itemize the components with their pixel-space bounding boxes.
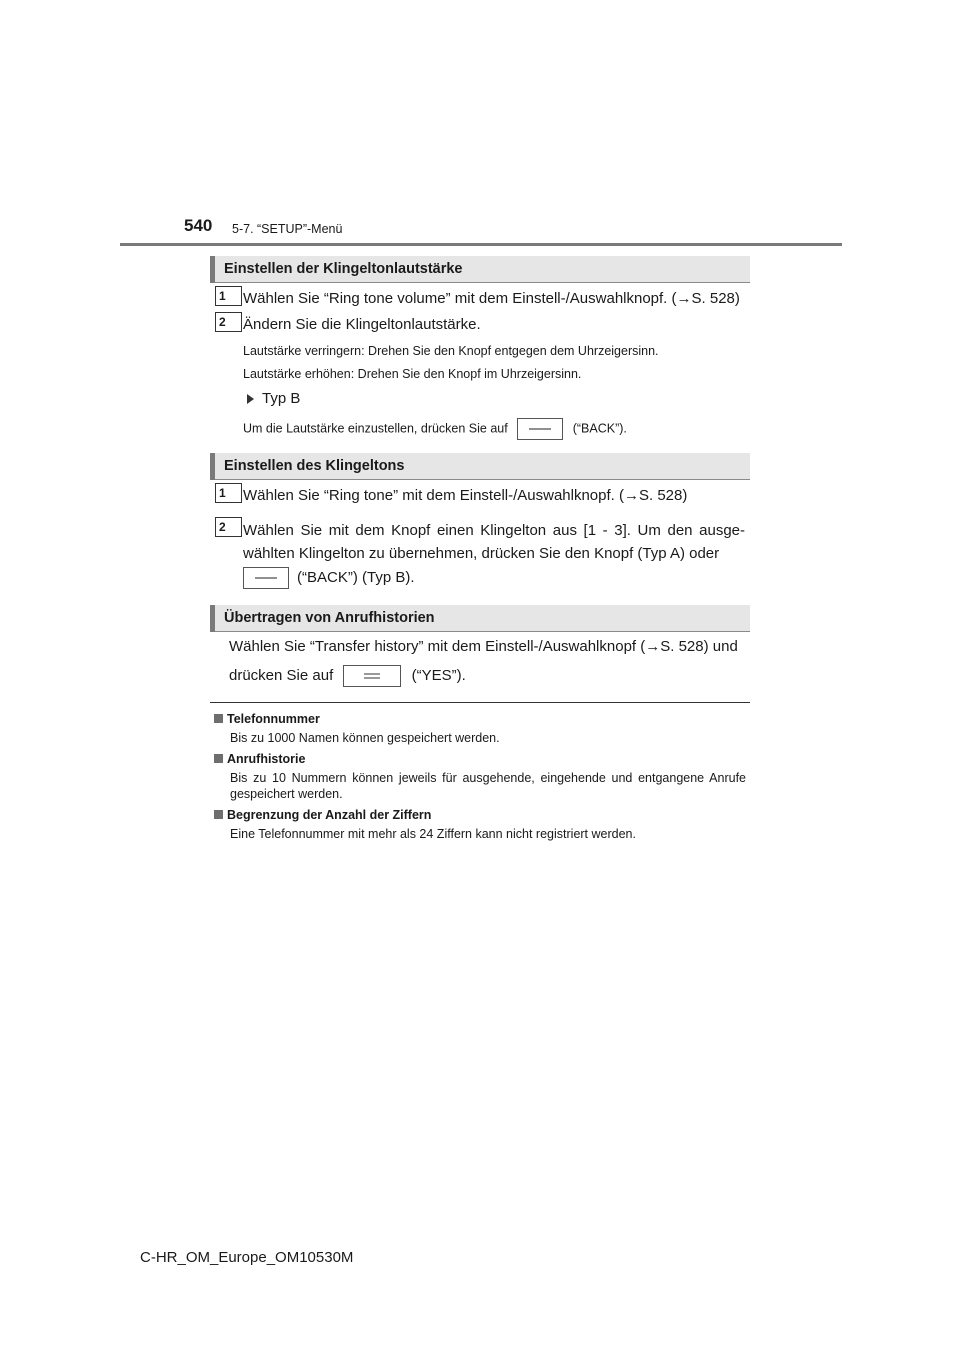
step-continuation	[243, 567, 415, 589]
note-item	[214, 712, 746, 746]
step-badge: 2	[215, 517, 242, 537]
instruction-text: drücken Sie auf	[229, 666, 334, 684]
document-id: C-HR_OM_Europe_OM10530M	[140, 1249, 354, 1266]
detail-text: Lautstärke erhöhen: Drehen Sie den Knopf im Uhrzeigersinn.	[243, 367, 582, 381]
step-text: Wählen Sie “Ring tone” mit dem Einstell-/Auswahlknopf. (→S. 528)	[243, 487, 688, 504]
detail-text: Lautstärke verringern: Drehen Sie den Knopf entgegen dem Uhrzeigersinn.	[243, 344, 659, 358]
section-header-call-history	[210, 605, 750, 632]
section-title: Einstellen des Klingeltons	[224, 458, 405, 474]
type-b-line	[247, 389, 300, 409]
back-button-icon	[243, 567, 289, 589]
note-item	[214, 808, 746, 842]
type-b-instruction	[243, 418, 763, 440]
transfer-text: Wählen Sie “Transfer history” mit dem Einstell-/Auswahlknopf (→S. 528) und	[229, 638, 738, 655]
note-title: Anrufhistorie	[214, 752, 746, 766]
instruction-text: (“BACK”).	[572, 421, 627, 436]
note-item	[214, 752, 746, 802]
step-badge: 1	[215, 286, 242, 306]
header-rule	[120, 243, 842, 246]
yes-button-icon	[343, 665, 401, 687]
type-label: Typ B	[262, 390, 301, 407]
step-badge: 1	[215, 483, 242, 503]
step-badge: 2	[215, 312, 242, 332]
square-bullet-icon	[214, 810, 223, 819]
section-header-bar	[210, 256, 215, 283]
step-text: Ändern Sie die Klingeltonlautstärke.	[243, 316, 481, 333]
note-text: Bis zu 1000 Namen können gespeichert werden.	[230, 731, 500, 745]
instruction-text: Um die Lautstärke einzustellen, drücken Sie auf	[243, 421, 508, 436]
transfer-text-line2	[229, 665, 466, 687]
note-title: Begrenzung der Anzahl der Ziffern	[214, 808, 746, 822]
page-number: 540	[184, 216, 213, 235]
section-header-bar	[210, 605, 215, 632]
step-text: (“BACK”) (Typ B).	[297, 568, 415, 586]
note-text: Bis zu 10 Nummern können jeweils für ausgehende, eingehende und entgangene Anrufe gespeichert werden.	[230, 771, 746, 801]
section-separator	[210, 702, 750, 703]
instruction-text: (“YES”).	[411, 666, 466, 684]
square-bullet-icon	[214, 754, 223, 763]
section-title: Einstellen der Klingeltonlautstärke	[224, 261, 463, 277]
section-header-ringtone	[210, 453, 750, 480]
step-text: Wählen Sie mit dem Knopf einen Klingelton aus [1 - 3]. Um den ausge-wählten Klingelton zu übernehmen, drücken Sie den Knopf (Typ A) oder	[243, 522, 745, 562]
square-bullet-icon	[214, 714, 223, 723]
section-header-bar	[210, 453, 215, 480]
notes-list	[214, 712, 746, 842]
back-button-icon	[517, 418, 563, 440]
section-header-ringtone-volume	[210, 256, 750, 283]
note-text: Eine Telefonnummer mit mehr als 24 Ziffern kann nicht registriert werden.	[230, 827, 636, 841]
step-text: Wählen Sie “Ring tone volume” mit dem Einstell-/Auswahlknopf. (→S. 528)	[243, 290, 740, 307]
triangle-right-icon	[247, 394, 254, 404]
section-reference: 5-7. “SETUP”-Menü	[232, 222, 343, 236]
section-title: Übertragen von Anrufhistorien	[224, 610, 435, 626]
note-title: Telefonnummer	[214, 712, 746, 726]
